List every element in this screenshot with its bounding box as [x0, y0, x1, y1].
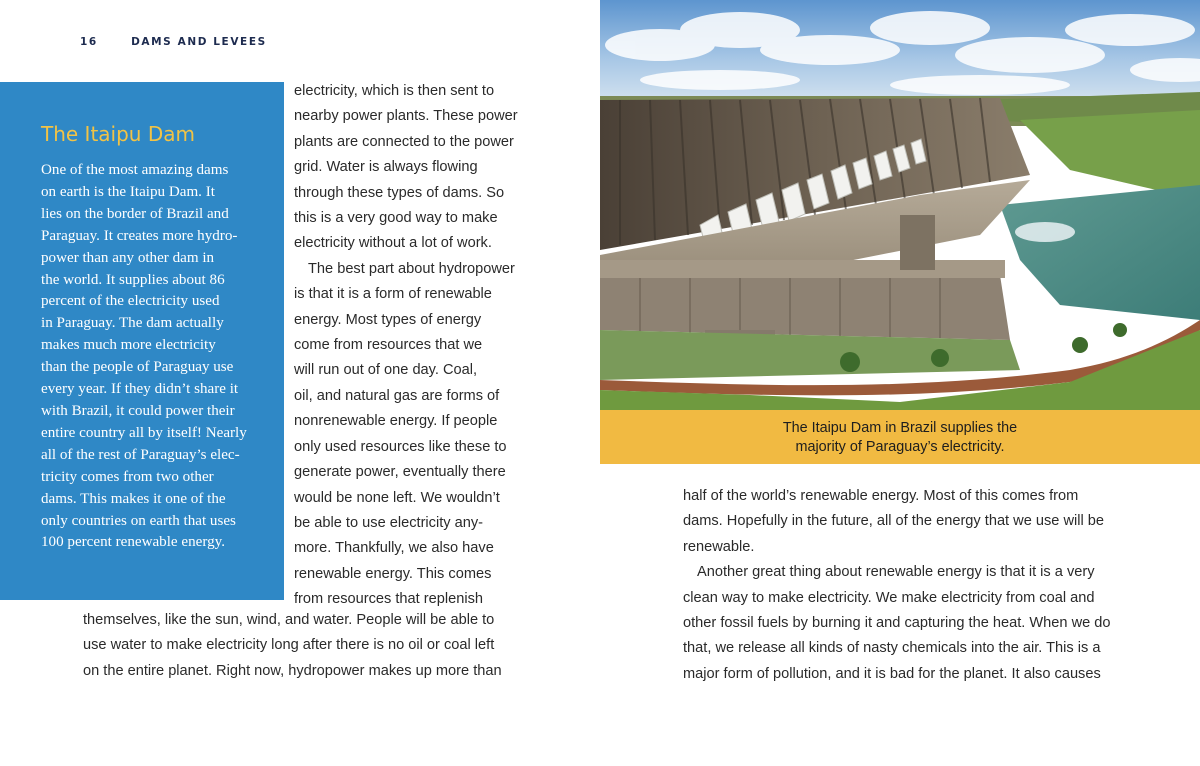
sidebar-line: than the people of Paraguay use: [41, 359, 234, 376]
body-column-wide: [83, 608, 502, 684]
dam-photo: [600, 0, 1200, 410]
body-line: that, we release all kinds of nasty chemicals into the air. This is a: [683, 640, 1101, 657]
body-line: would be none left. We wouldn’t: [294, 489, 500, 506]
body-line: through these types of dams. So: [294, 184, 505, 201]
photo-caption: [600, 419, 1200, 456]
body-line: other fossil fuels by burning it and capturing the heat. When we do: [683, 615, 1111, 632]
body-line: clean way to make electricity. We make electricity from coal and: [683, 589, 1095, 606]
running-title: DAMS AND LEVEES: [131, 36, 267, 48]
sidebar-line: with Brazil, it could power their: [41, 402, 235, 419]
running-head: [80, 36, 267, 48]
body-line: come from resources that we: [294, 337, 483, 354]
body-line: only used resources like these to: [294, 438, 507, 455]
body-line: renewable.: [683, 538, 755, 555]
sidebar-title: The Itaipu Dam: [41, 122, 195, 146]
page-number: 16: [80, 36, 98, 48]
body-line: dams. Hopefully in the future, all of the energy that we use will be: [683, 513, 1105, 530]
sidebar-line: Paraguay. It creates more hydro-: [41, 227, 238, 244]
body-line: The best part about hydropower: [308, 260, 515, 277]
body-line: half of the world’s renewable energy. Most of this comes from: [683, 488, 1079, 504]
body-line: from resources that replenish: [294, 591, 483, 608]
sidebar-line: tricity comes from two other: [41, 468, 214, 485]
sidebar-body: [41, 160, 273, 554]
sidebar-line: every year. If they didn’t share it: [41, 381, 239, 398]
right-page: [600, 0, 1200, 766]
sidebar-line: on earth is the Itaipu Dam. It: [41, 183, 215, 200]
body-column-right: [683, 484, 1111, 687]
body-line: electricity without a lot of work.: [294, 235, 492, 252]
sidebar-line: 100 percent renewable energy.: [41, 534, 225, 551]
caption-line: majority of Paraguay’s electricity.: [795, 438, 1005, 455]
body-line: this is a very good way to make: [294, 210, 498, 227]
body-line: is that it is a form of renewable: [294, 286, 492, 303]
sidebar-line: lies on the border of Brazil and: [41, 205, 229, 222]
body-line: plants are connected to the power: [294, 133, 514, 150]
body-line: generate power, eventually there: [294, 464, 506, 481]
body-line: be able to use electricity any-: [294, 514, 484, 531]
sidebar-line: One of the most amazing dams: [41, 162, 229, 178]
caption-line: The Itaipu Dam in Brazil supplies the: [782, 420, 1018, 436]
body-line: themselves, like the sun, wind, and water. People will be able to: [83, 612, 495, 628]
body-line: Another great thing about renewable energy is that it is a very: [697, 564, 1095, 581]
body-line: renewable energy. This comes: [294, 565, 492, 582]
body-line: major form of pollution, and it is bad for the planet. It also causes: [683, 665, 1101, 682]
sidebar-line: power than any other dam in: [41, 249, 215, 266]
body-line: will run out of one day. Coal,: [294, 362, 478, 379]
sidebar-line: percent of the electricity used: [41, 293, 220, 310]
body-line: nearby power plants. These power: [294, 108, 518, 125]
sidebar-line: entire country all by itself! Nearly: [41, 424, 247, 441]
sidebar-line: all of the rest of Paraguay’s elec-: [41, 446, 240, 463]
sidebar-line: only countries on earth that uses: [41, 512, 236, 529]
sidebar-line: in Paraguay. The dam actually: [41, 315, 224, 332]
body-line: energy. Most types of energy: [294, 311, 482, 328]
sidebar-line: dams. This makes it one of the: [41, 490, 226, 507]
body-line: more. Thankfully, we also have: [294, 540, 494, 557]
sidebar-line: makes much more electricity: [41, 337, 216, 354]
body-line: grid. Water is always flowing: [294, 159, 478, 176]
body-line: use water to make electricity long after there is no oil or coal left: [83, 637, 495, 654]
body-line: on the entire planet. Right now, hydropower makes up more than: [83, 662, 502, 679]
sidebar-line: the world. It supplies about 86: [41, 271, 225, 288]
body-column-narrow: [294, 79, 518, 613]
body-line: oil, and natural gas are forms of: [294, 387, 500, 404]
body-line: electricity, which is then sent to: [294, 83, 495, 99]
body-line: nonrenewable energy. If people: [294, 413, 498, 430]
